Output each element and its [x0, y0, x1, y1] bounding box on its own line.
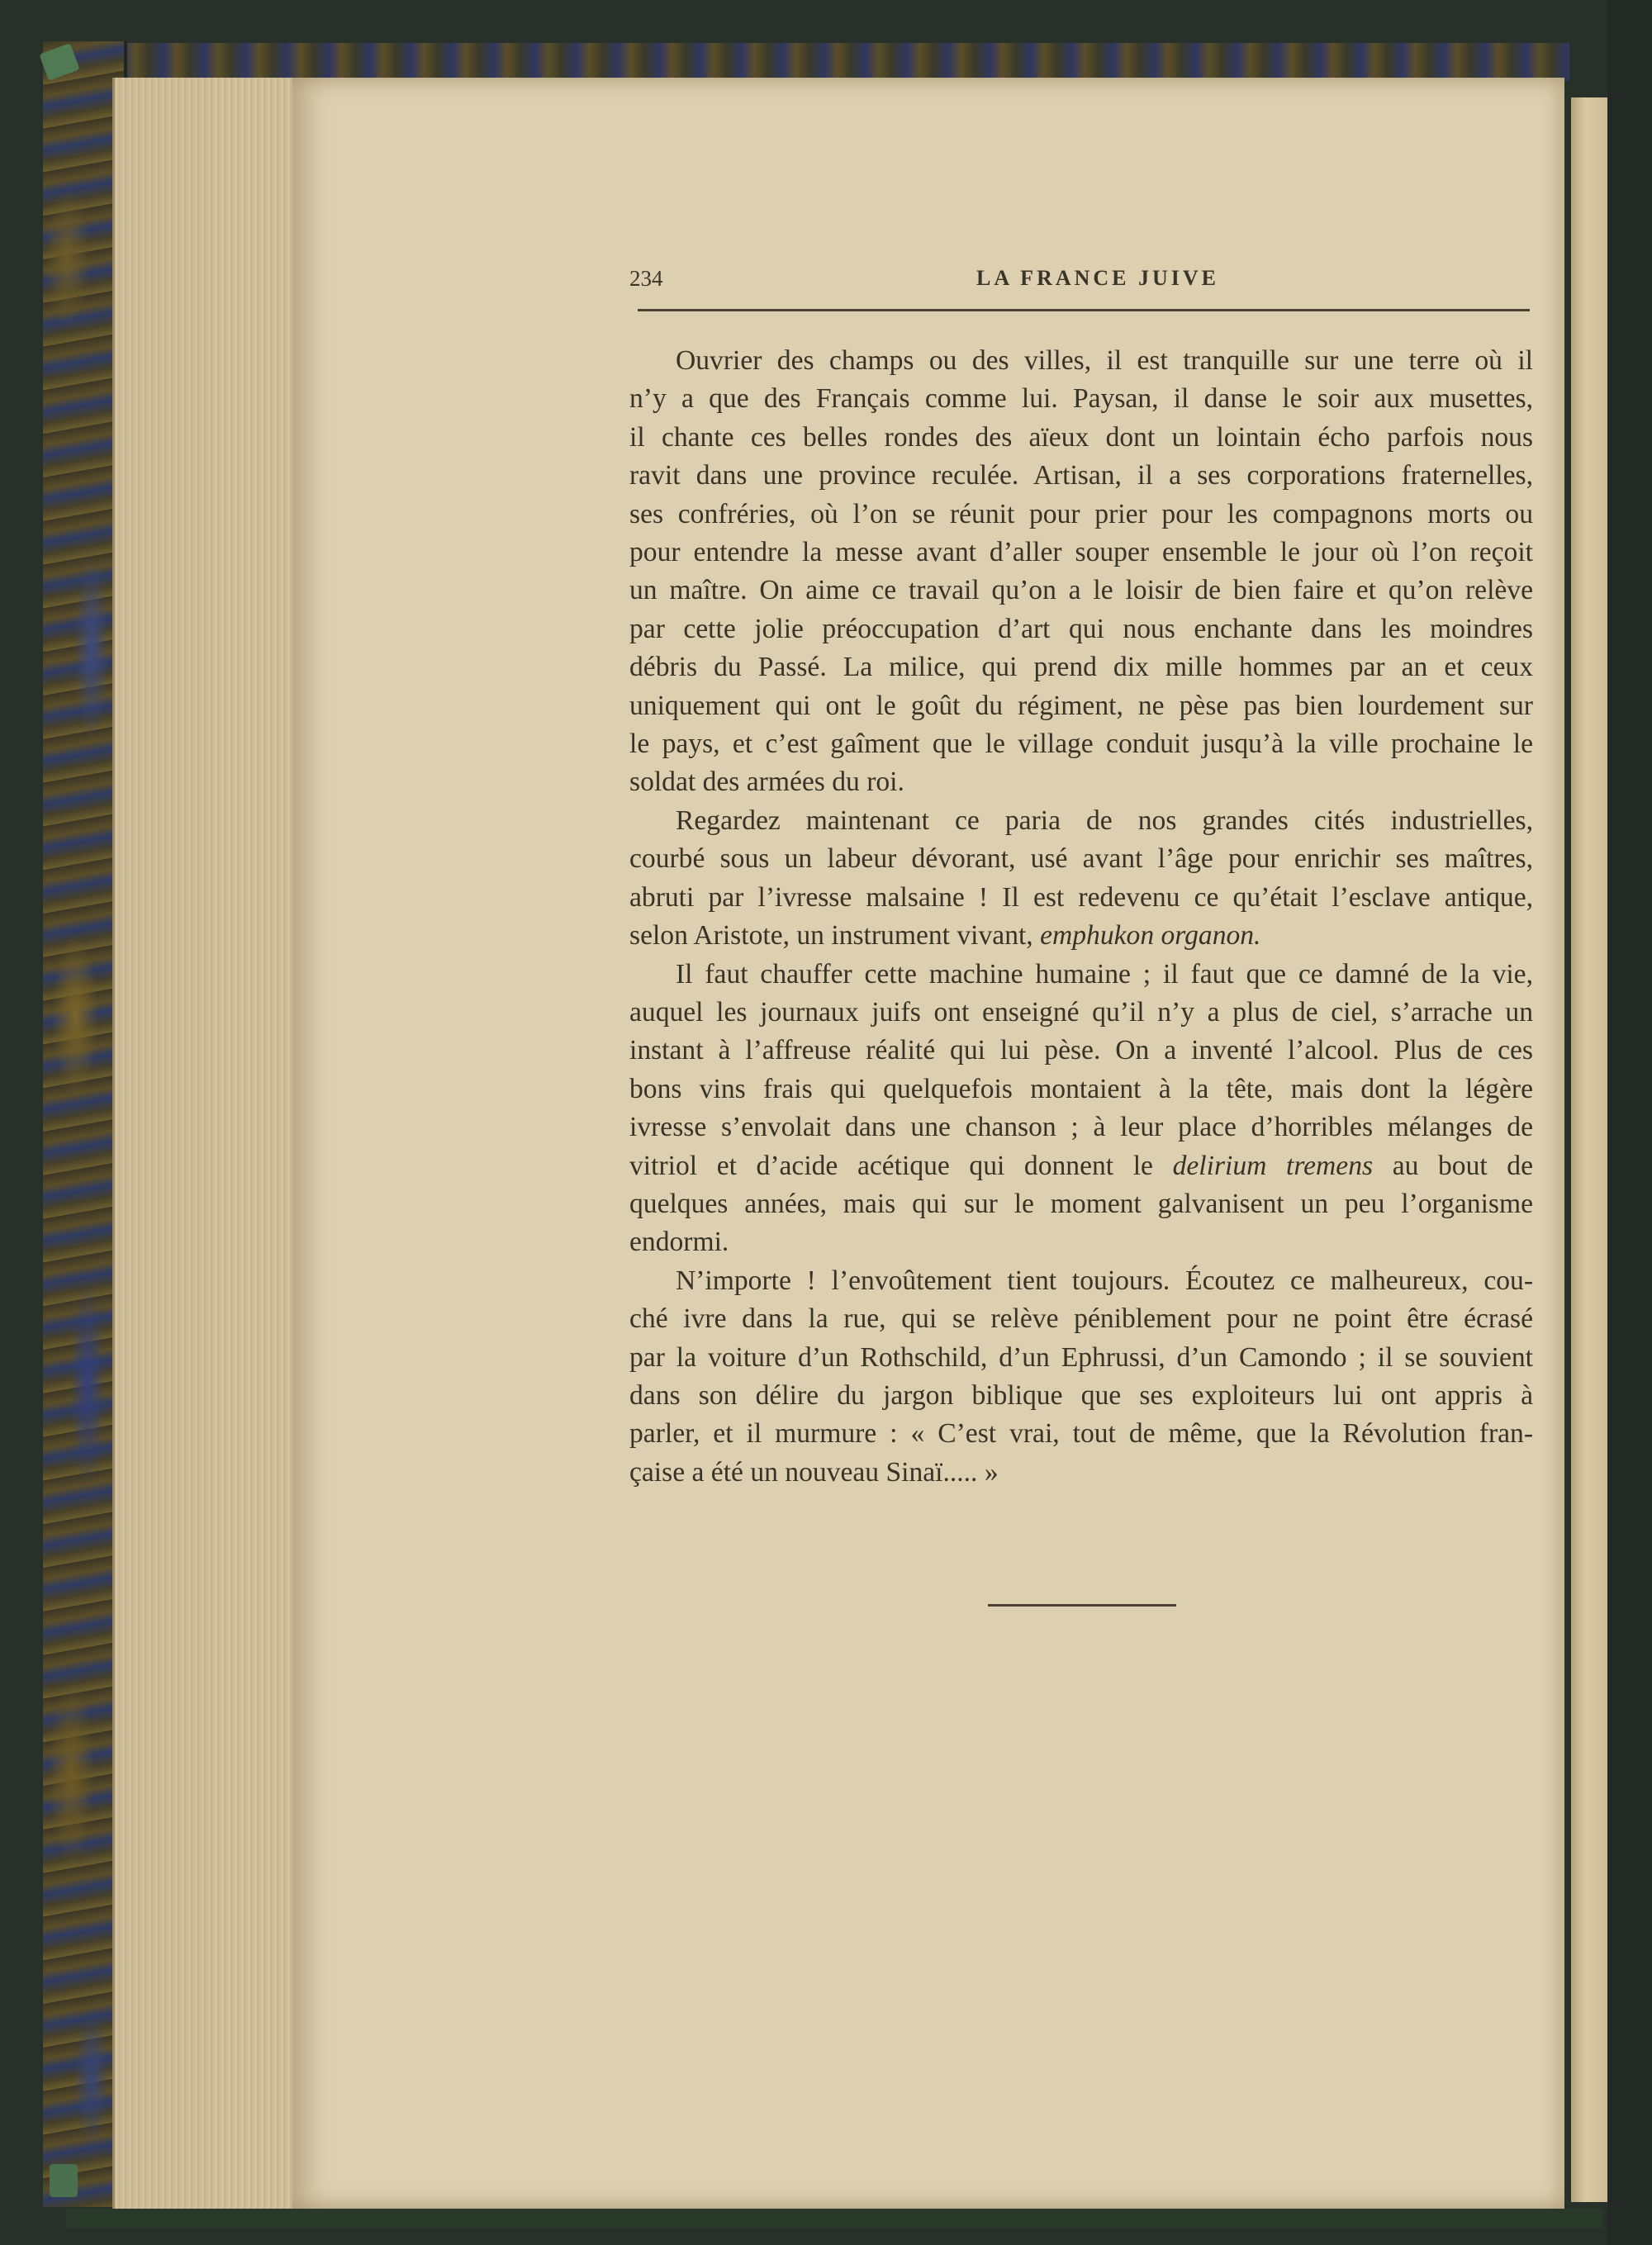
text-line: un maître. On aime ce travail qu’on a le loisir de bien faire et qu’on relève — [629, 575, 1533, 606]
text-line: pour entendre la messe avant d’aller souper ensemble le jour où l’on reçoit — [629, 537, 1533, 568]
text-line: soldat des armées du roi. — [629, 767, 904, 798]
paragraph — [629, 802, 1533, 956]
paragraph — [629, 1262, 1533, 1492]
body-text — [629, 342, 1533, 1492]
italic-phrase: emphukon organon. — [1040, 920, 1261, 952]
text-line: quelques années, mais qui sur le moment galvanisent un peu l’organisme — [629, 1188, 1533, 1219]
facing-page-edge — [1571, 97, 1607, 2202]
text-line: bons vins frais qui quelquefois montaient à la tête, mais dont la légère — [629, 1073, 1533, 1104]
text-line: Ouvrier des champs ou des villes, il est tranquille sur une terre où il — [676, 345, 1533, 376]
text-line: dans son délire du jargon biblique que ses exploiteurs lui ont appris à — [629, 1379, 1533, 1411]
text-line: endormi. — [629, 1227, 729, 1258]
text-line: çaise a été un nouveau Sinaï..... » — [629, 1456, 999, 1488]
text-line: n’y a que des Français comme lui. Paysan, il danse le soir aux musettes, — [629, 383, 1533, 415]
text-line: il chante ces belles rondes des aïeux dont un lointain écho parfois nous — [629, 421, 1533, 453]
text-line: parler, et il murmure : « C’est vrai, tout de même, que la Révolution fran- — [629, 1418, 1533, 1450]
bottom-board — [66, 2209, 1602, 2228]
text-segment: vitriol et d’acide acétique qui donnent le — [629, 1150, 1153, 1181]
text-line: par la voiture d’un Rothschild, d’un Ephrussi, d’un Camondo ; il se souvient — [629, 1341, 1533, 1373]
text-line: par cette jolie préoccupation d’art qui nous enchante dans les moindres — [629, 613, 1533, 644]
text-line: Il faut chauffer cette machine humaine ; il faut que ce damné de la vie, — [676, 958, 1533, 990]
header-rule — [638, 309, 1530, 311]
text-line: ses confréries, où l’on se réunit pour prier pour les compagnons morts ou — [629, 498, 1533, 529]
text-line: N’importe ! l’envoûtement tient toujours. Écoutez ce malheureux, cou- — [676, 1265, 1533, 1296]
text-line: ravit dans une province reculée. Artisan, il a ses corporations fraternelles, — [629, 460, 1533, 491]
text-line-mixed — [629, 917, 1533, 955]
text-line: uniquement qui ont le goût du régiment, ne pèse pas bien lourdement sur — [629, 690, 1533, 721]
right-book-board — [1607, 0, 1652, 2245]
text-line: Regardez maintenant ce paria de nos grandes cités industrielles, — [676, 804, 1533, 836]
text-segment: selon Aristote, un instrument vivant, — [629, 920, 1033, 952]
running-head — [629, 263, 1530, 304]
top-marbled-board — [66, 43, 1569, 81]
italic-phrase: delirium tremens — [1172, 1150, 1374, 1181]
text-line: ché ivre dans la rue, qui se relève péniblement pour ne point être écrasé — [629, 1303, 1533, 1335]
text-line: débris du Passé. La milice, qui prend dix mille hommes par an et ceux — [629, 652, 1533, 683]
text-line-mixed — [629, 1147, 1533, 1185]
text-line: ivresse s’envolait dans une chanson ; à leur place d’horribles mélanges de — [629, 1112, 1533, 1143]
text-line: instant à l’affreuse réalité qui lui pèse. On a inventé l’alcool. Plus de ces — [629, 1035, 1533, 1066]
text-line: le pays, et c’est gaîment que le village conduit jusqu’à la ville prochaine le — [629, 729, 1533, 760]
text-segment: au bout de — [1392, 1150, 1533, 1181]
end-rule — [988, 1604, 1176, 1607]
text-line: abruti par l’ivresse malsaine ! Il est redevenu ce qu’était l’esclave antique, — [629, 881, 1533, 913]
green-corner-bottom — [50, 2164, 78, 2197]
page-number: 234 — [629, 266, 663, 291]
running-title: LA FRANCE JUIVE — [976, 266, 1220, 290]
page-edge-stack — [112, 78, 298, 2209]
paragraph — [629, 342, 1533, 802]
text-line: auquel les journaux juifs ont enseigné qu’il n’y a plus de ciel, s’arrache un — [629, 996, 1533, 1028]
text-line: courbé sous un labeur dévorant, usé avant l’âge pour enrichir ses maîtres, — [629, 843, 1533, 875]
paragraph — [629, 956, 1533, 1262]
